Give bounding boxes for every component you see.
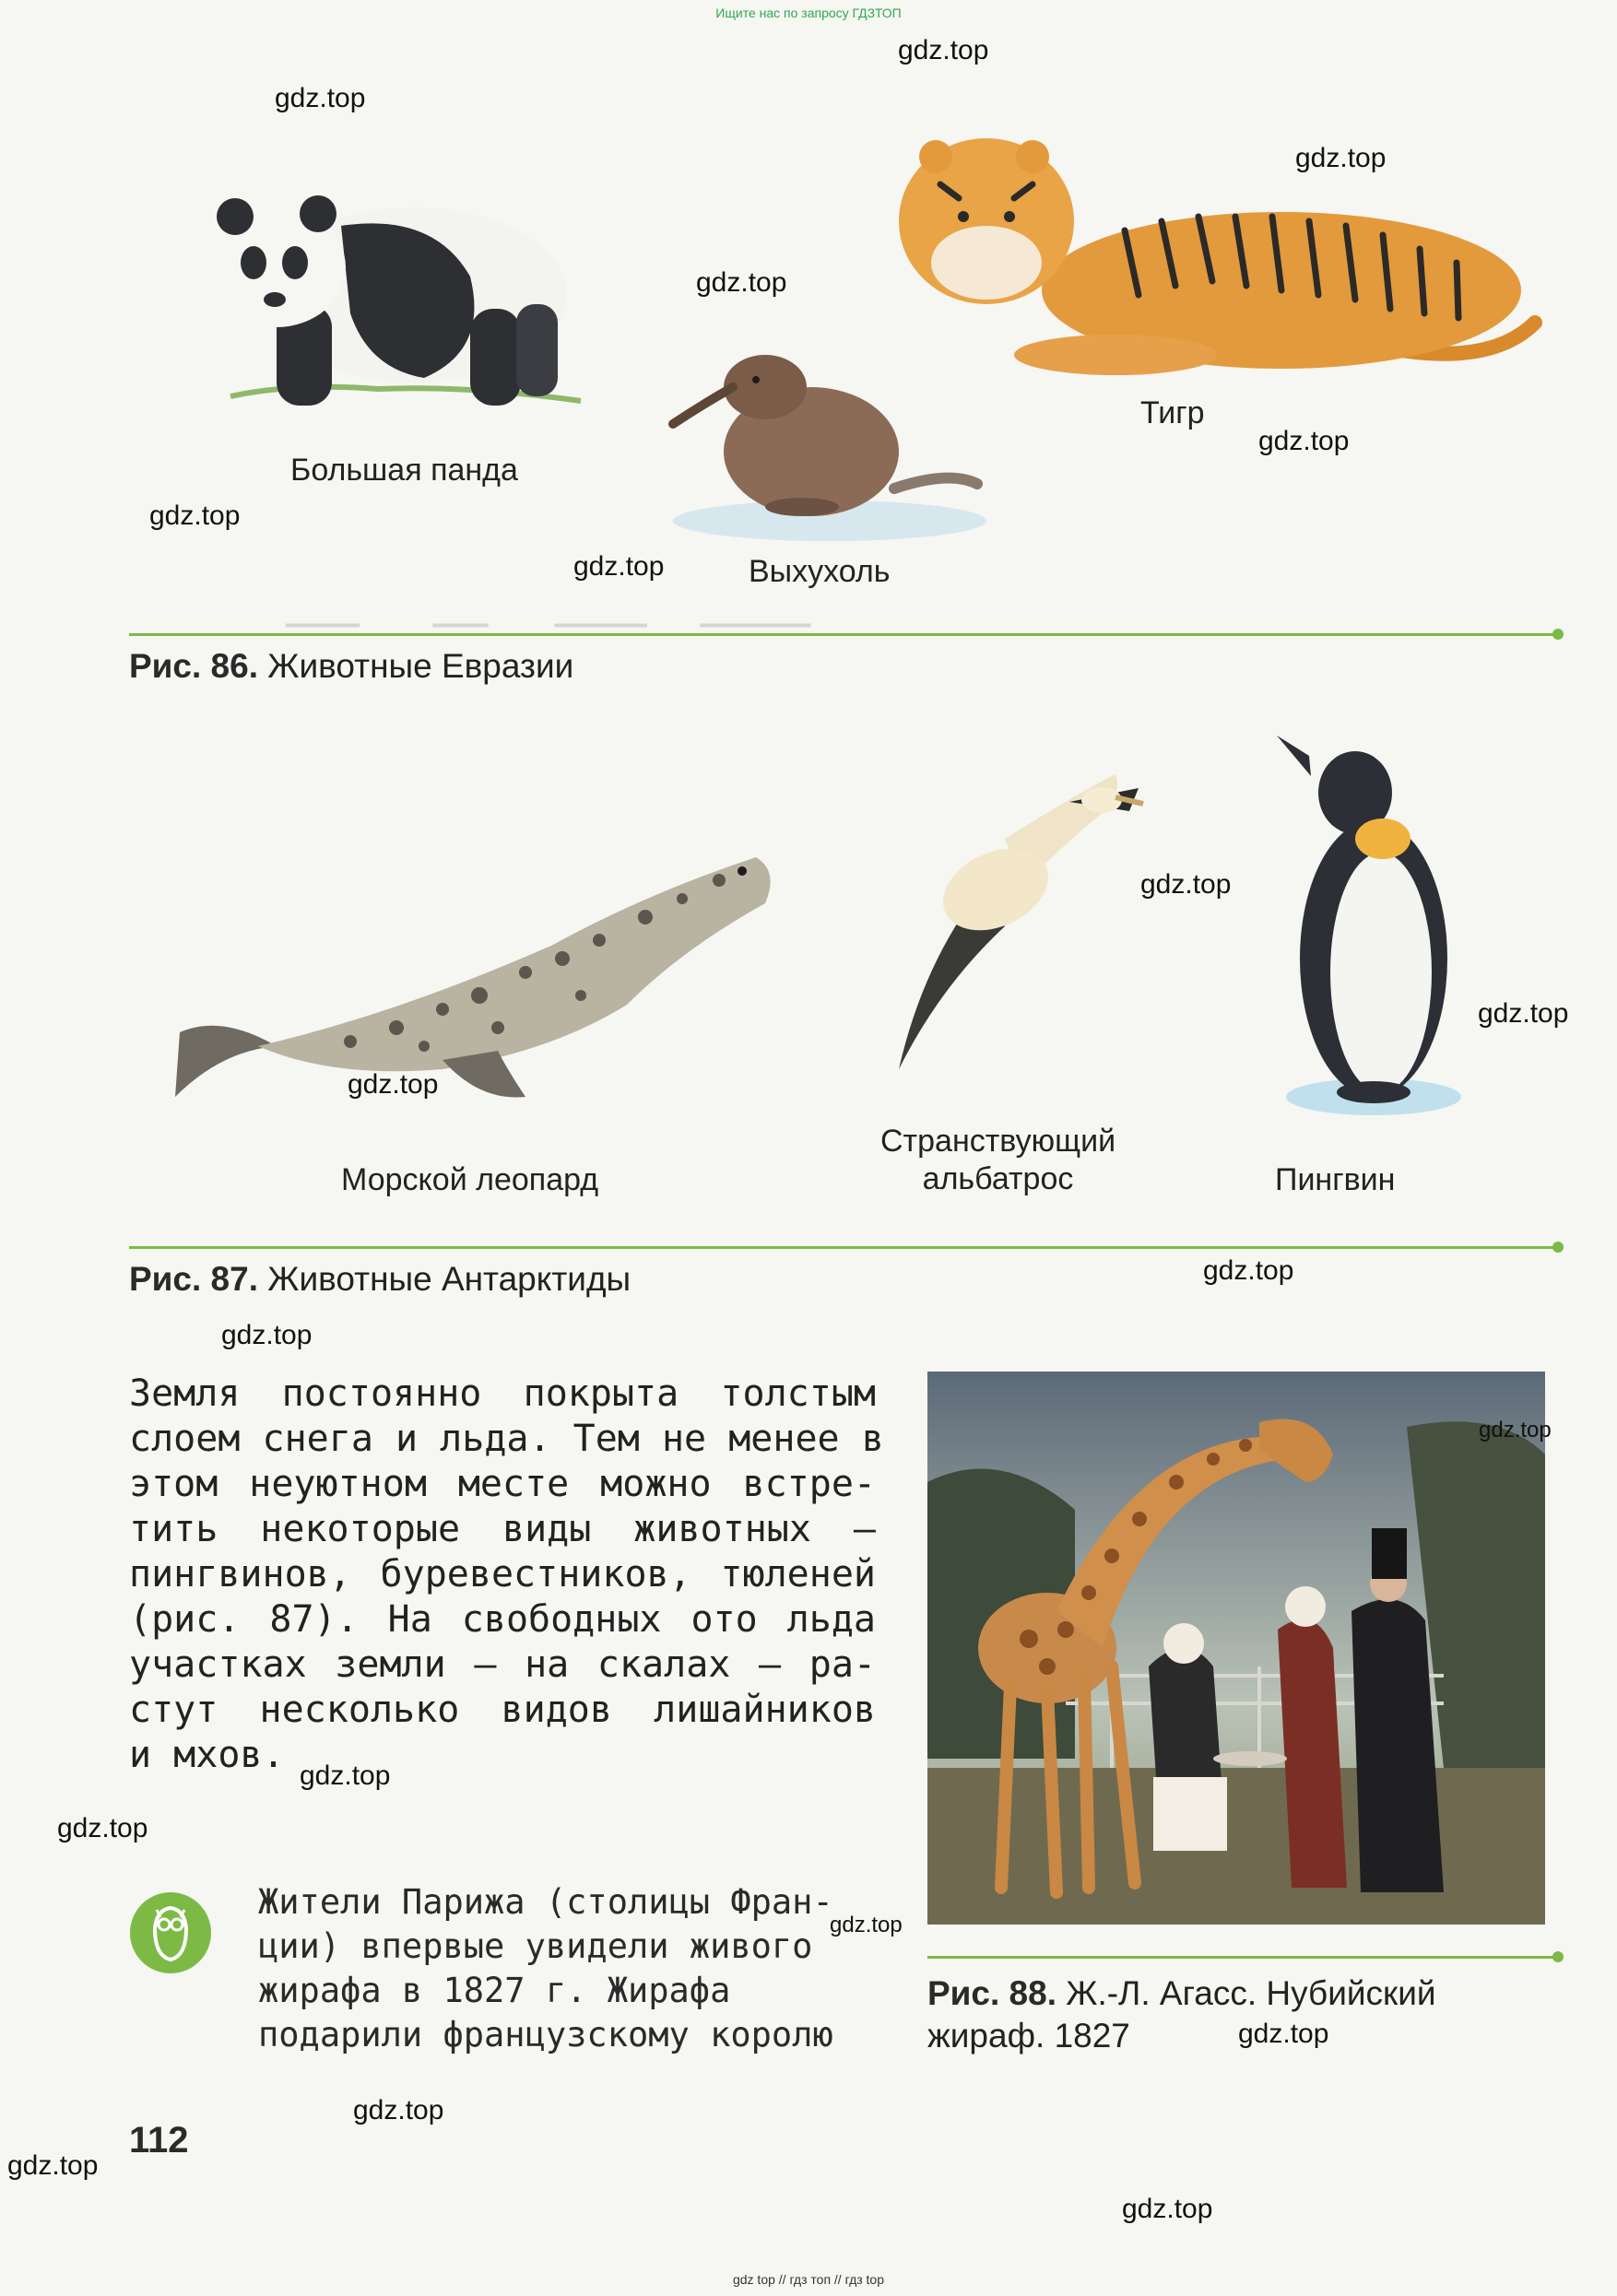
watermark: gdz.top (696, 267, 787, 298)
figure86-caption-text: Животные Евразии (267, 647, 574, 685)
figure87-rule-dot (1552, 1242, 1564, 1253)
watermark: gdz.top (353, 2095, 444, 2125)
figure87-caption-text: Животные Антарктиды (267, 1260, 631, 1298)
figure86-caption-prefix: Рис. 86. (129, 647, 258, 685)
giraffe-painting (927, 1372, 1545, 1925)
aside-text-line: жирафа в 1827 г. Жирафа (258, 1971, 731, 2010)
watermark: gdz.top (57, 1813, 148, 1843)
seal-illustration (166, 820, 793, 1115)
watermark: gdz.top (898, 35, 989, 65)
label-albatross-line1: Странствующий (880, 1124, 1116, 1159)
watermark: gdz.top (1295, 143, 1387, 173)
figure87-rule (129, 1246, 1556, 1249)
watermark: gdz.top (830, 1913, 903, 1937)
watermark: gdz.top (300, 1760, 391, 1791)
figure88-caption-line1: Ж.-Л. Агасс. Нубийский (1066, 1974, 1436, 2012)
label-albatross-line2: альбатрос (922, 1160, 1074, 1196)
figure86-rule (129, 633, 1556, 636)
label-seal: Морской леопард (341, 1162, 599, 1197)
watermark: gdz.top (7, 2150, 99, 2181)
bleed-through-text: ▁▁▁▁ ▁▁▁ ▁▁▁▁▁ ▁▁▁▁▁▁ (286, 599, 811, 627)
figure88-caption (927, 1972, 1436, 2057)
main-text-line: стут несколько видов лишайников (129, 1689, 876, 1731)
watermark: gdz.top (1203, 1255, 1294, 1286)
figure88-rule (927, 1956, 1556, 1959)
panda-illustration (194, 147, 599, 424)
figure88-caption-line2: жираф. 1827 (927, 2017, 1130, 2055)
watermark: gdz.top (149, 500, 241, 531)
figure86-caption (129, 647, 573, 686)
label-penguin: Пингвин (1275, 1162, 1396, 1197)
figure88-rule-dot (1552, 1951, 1564, 1962)
main-paragraph (129, 1372, 884, 1778)
albatross-illustration (867, 756, 1143, 1088)
aside-text-line: ции) впервые увидели живого (258, 1926, 813, 1966)
watermark: gdz.top (221, 1320, 313, 1350)
watermark: gdz.top (1140, 869, 1232, 900)
label-albatross (880, 1123, 1115, 1198)
figure86-rule-dot (1552, 629, 1564, 640)
label-tiger: Тигр (1140, 395, 1205, 430)
main-text-line: тить некоторые виды животных — (129, 1508, 876, 1550)
main-text-line: Земля постоянно покрыта толстым (129, 1372, 876, 1415)
main-text-line: слоем снега и льда. Тем не менее в (129, 1418, 884, 1460)
figure87-caption-prefix: Рис. 87. (129, 1260, 258, 1298)
main-text-line: (рис. 87). На свободных ото льда (129, 1598, 876, 1641)
figure87-caption (129, 1260, 631, 1299)
watermark: gdz.top (1258, 426, 1350, 456)
tiger-illustration (885, 129, 1549, 396)
figure88-caption-prefix: Рис. 88. (927, 1974, 1056, 2012)
top-banner: Ищите нас по запросу ГДЗТОП (715, 6, 902, 20)
watermark: gdz.top (573, 551, 665, 582)
bottom-banner: gdz top // гдз топ // гдз top (732, 2272, 885, 2287)
main-text-line: этом неуютном месте можно встре- (129, 1463, 876, 1505)
figure88-caption-line1-wrap (927, 1972, 1436, 2015)
watermark: gdz.top (348, 1069, 439, 1100)
label-panda: Большая панда (290, 453, 518, 488)
page-number: 112 (129, 2120, 189, 2161)
watermark: gdz.top (275, 83, 366, 113)
watermark: gdz.top (1122, 2194, 1213, 2224)
main-text-line: и мхов. (129, 1734, 285, 1776)
watermark: gdz.top (1479, 1418, 1552, 1442)
aside-text-line: подарили французскому королю (258, 2015, 833, 2055)
watermark: gdz.top (1478, 998, 1569, 1029)
aside-paragraph (258, 1880, 894, 2057)
watermark: gdz.top (1238, 2019, 1329, 2049)
main-text-line: участках земли — на скалах — ра- (129, 1643, 876, 1686)
penguin-illustration (1272, 728, 1475, 1115)
label-desman: Выхухоль (749, 554, 891, 589)
owl-icon (129, 1891, 212, 1974)
aside-text-line: Жители Парижа (столицы Фран- (258, 1882, 833, 1922)
main-text-line: пингвинов, буревестников, тюленей (129, 1553, 876, 1595)
